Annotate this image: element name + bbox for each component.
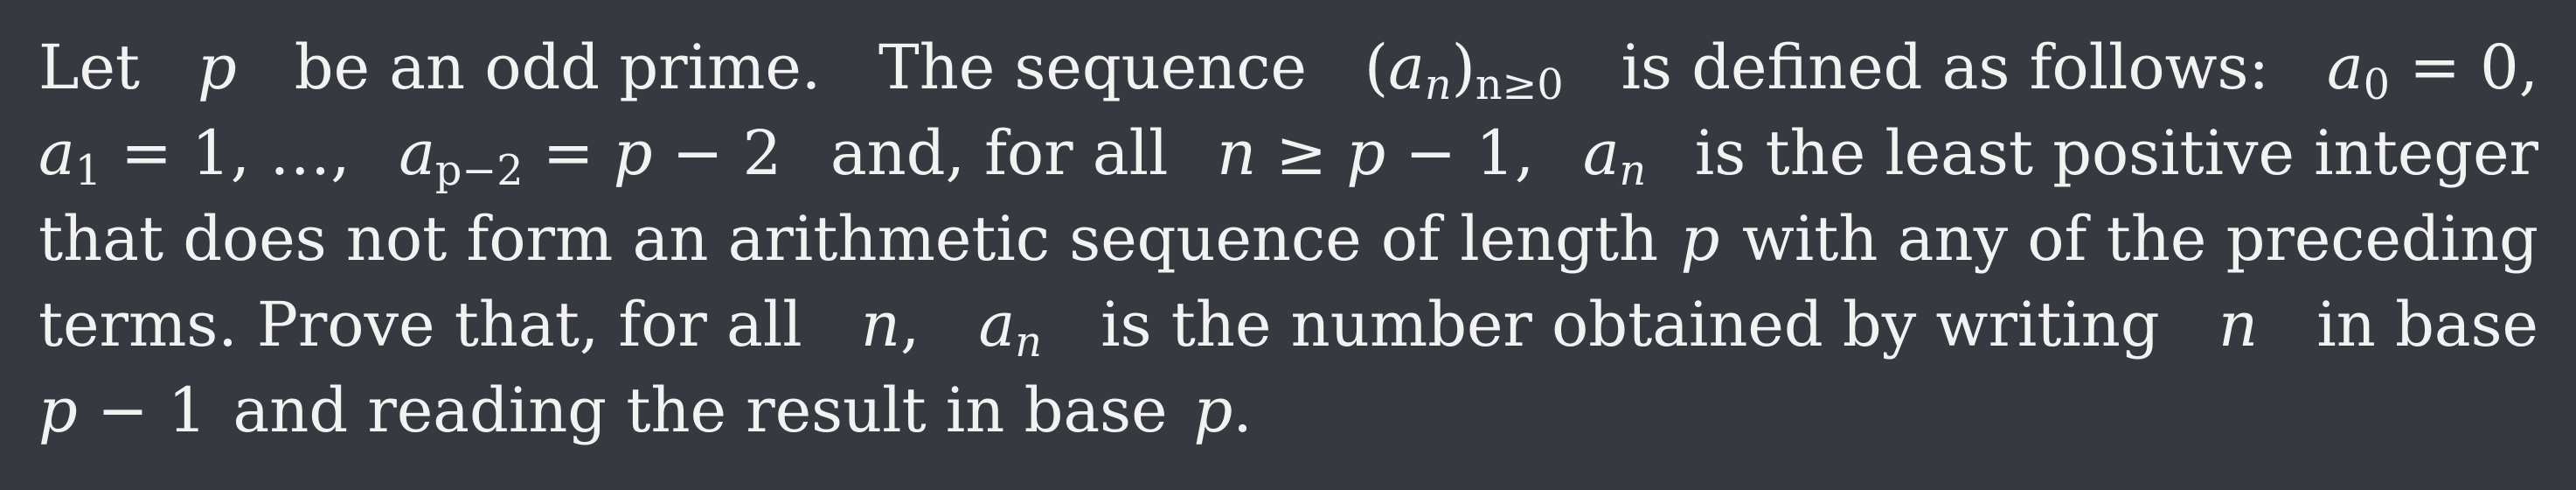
math-n: n xyxy=(2218,289,2259,360)
math-an: $a_n$ xyxy=(1582,117,1647,195)
problem-statement xyxy=(38,24,2538,453)
text-segment: and reading the result in base xyxy=(233,374,1168,446)
text-segment: terms. Prove that, for all xyxy=(38,289,802,360)
problem-line-1 xyxy=(38,24,2538,110)
text-segment: The sequence xyxy=(878,32,1307,103)
math-p: p xyxy=(1680,203,1720,275)
math-p: p xyxy=(198,32,237,103)
text-segment: in base xyxy=(2316,289,2538,360)
problem-line-4 xyxy=(38,282,2538,368)
text-segment: and, for all xyxy=(830,117,1169,189)
problem-line-5 xyxy=(38,368,2538,453)
math-ap2: $a_{p-2} = p - 2$ xyxy=(399,117,782,195)
math-p-minus-1: p − 1 xyxy=(38,374,207,446)
text-segment: is the number obtained by writing xyxy=(1101,289,2160,360)
text-segment: with any of the preceding xyxy=(1742,203,2538,275)
math-n-ge-p-minus-1: n ≥ p − 1, xyxy=(1217,117,1535,189)
math-p: p. xyxy=(1193,374,1253,446)
text-segment: is the least positive integer xyxy=(1694,117,2538,189)
math-a0: $a_0 = 0$, xyxy=(2326,32,2538,109)
problem-line-3 xyxy=(38,196,2538,282)
problem-line-2 xyxy=(38,110,2538,196)
text-segment: be an odd prime. xyxy=(294,32,822,103)
text-segment: Let xyxy=(38,32,141,103)
text-segment: that does not form an arithmetic sequence of length xyxy=(38,203,1659,275)
math-n: n, xyxy=(860,289,920,360)
math-a1: $a_1 = 1$, …, xyxy=(38,117,351,195)
math-an: $a_n$ xyxy=(978,289,1042,367)
text-segment: is defined as follows: xyxy=(1621,32,2270,103)
math-sequence: $(a_n)_{n\ge 0}$ xyxy=(1364,32,1564,109)
